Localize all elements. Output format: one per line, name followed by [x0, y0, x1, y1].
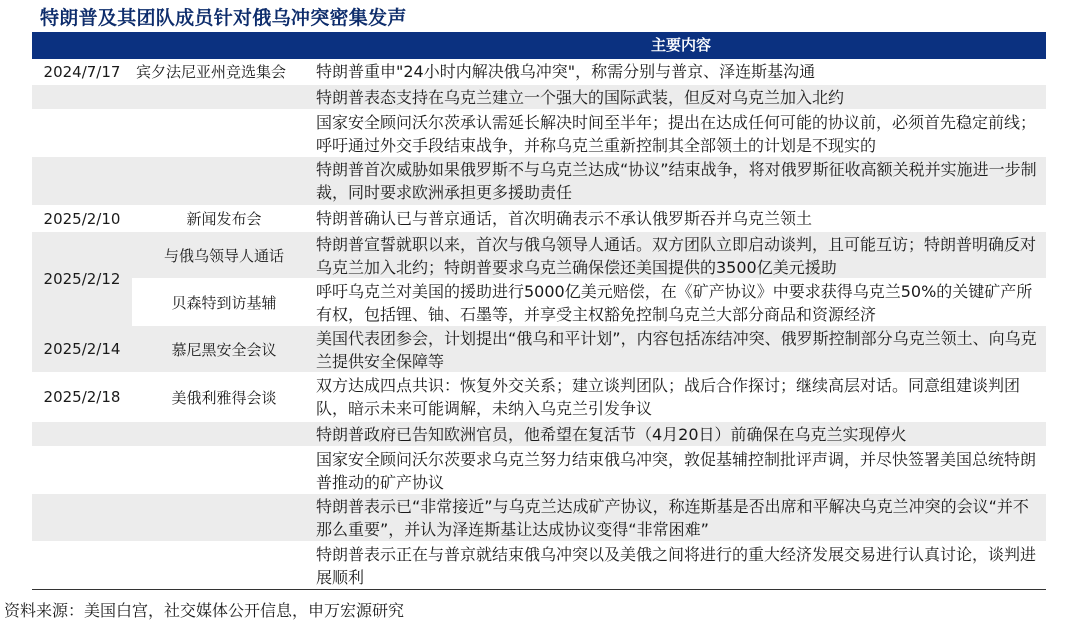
row-content: 特朗普宣誓就职以来，首次与俄乌领导人通话。双方团队立即启动谈判，且可能互访；特朗普明确反对乌克兰加入北约；特朗普要求乌克兰确保偿还美国提供的3500亿美元援助	[316, 235, 1037, 277]
row-date	[32, 422, 132, 446]
row-date	[32, 447, 132, 493]
row-event	[132, 422, 316, 446]
row-date	[32, 110, 132, 156]
row-date: 2025/2/14	[43, 340, 121, 358]
row-content: 特朗普政府已告知欧洲官员，他希望在复活节（4月20日）前确保在乌克兰实现停火	[316, 425, 907, 444]
row-content: 特朗普表示正在与普京就结束俄乌冲突以及美俄之间将进行的重大经济发展交易进行认真讨论，谈判进展顺利	[316, 545, 1037, 587]
row-event	[132, 85, 316, 109]
row-content: 特朗普确认已与普京通话，首次明确表示不承认俄罗斯吞并乌克兰领土	[316, 209, 813, 228]
row-event	[132, 494, 316, 541]
row-date	[32, 85, 132, 109]
header-content-label: 主要内容	[650, 36, 711, 54]
row-content: 特朗普表态支持在乌克兰建立一个强大的国际武装，但反对乌克兰加入北约	[316, 88, 845, 107]
row-content: 呼吁乌克兰对美国的援助进行5000亿美元赔偿，在《矿产协议》中要求获得乌克兰50%的关键矿产所有权，包括锂、铀、石墨等，并享受主权豁免控制乌克兰大部分商品和资源经济	[316, 282, 1033, 324]
table-row	[132, 279, 1046, 327]
row-content: 双方达成四点共识：恢复外交关系；建立谈判团队；战后合作探讨；继续高层对话。同意组建谈判团队，暗示未来可能调解，未纳入乌克兰引发争议	[316, 376, 1021, 418]
table-row	[32, 326, 1046, 373]
row-event: 美俄利雅得会谈	[171, 388, 277, 407]
table-row	[32, 542, 1046, 588]
group-2025-2-12	[32, 232, 1046, 326]
table-header	[32, 32, 1046, 59]
row-content: 特朗普表示已“非常接近”与乌克兰达成矿产协议，称连斯基是否出席和平解决乌克兰冲突的会议“并不那么重要”，并认为泽连斯基让达成协议变得“非常困难”	[316, 497, 1029, 539]
row-date: 2025/2/18	[43, 388, 121, 406]
row-event	[132, 542, 316, 588]
row-event: 与俄乌领导人通话	[163, 246, 284, 265]
events-table	[32, 32, 1046, 588]
row-event	[132, 447, 316, 493]
row-content: 特朗普重申"24小时内解决俄乌冲突"，称需分别与普京、泽连斯基沟通	[316, 62, 816, 81]
row-content: 国家安全顾问沃尔茨承认需延长解决时间至半年；提出在达成任何可能的协议前，必须首先稳定前线；呼吁通过外交手段结束战争，并称乌克兰重新控制其全部领土的计划是不现实的	[316, 113, 1037, 155]
source-note: 资料来源：美国白宫，社交媒体公开信息，申万宏源研究	[4, 601, 405, 620]
row-event: 贝森特到访基辅	[171, 294, 277, 312]
row-content: 美国代表团参会，计划提出“俄乌和平计划”，内容包括冻结冲突、俄罗斯控制部分乌克兰领土、向乌克兰提供安全保障等	[316, 329, 1037, 371]
row-content: 特朗普首次威胁如果俄罗斯不与乌克兰达成“协议”结束战争，将对俄罗斯征收高额关税并实施进一步制裁，同时要求欧洲承担更多援助责任	[316, 160, 1037, 202]
row-event: 宾夕法尼亚州竞选集会	[136, 63, 287, 81]
row-date: 2025/2/12	[32, 232, 132, 326]
row-date: 2025/2/10	[43, 209, 121, 228]
table-row	[32, 110, 1046, 157]
row-event	[132, 157, 316, 205]
table-row	[32, 373, 1046, 422]
row-date	[32, 542, 132, 588]
table-row	[32, 447, 1046, 494]
table-row	[132, 232, 1046, 279]
table-row	[32, 422, 1046, 447]
row-content: 国家安全顾问沃尔茨要求乌克兰努力结束俄乌冲突，敦促基辅控制批评声调，并尽快签署美国总统特朗普推动的矿产协议	[316, 450, 1037, 492]
table-row	[32, 157, 1046, 206]
table-row	[32, 494, 1046, 542]
table-row	[32, 85, 1046, 110]
page-title: 特朗普及其团队成员针对俄乌冲突密集发声	[40, 7, 407, 29]
row-event: 新闻发布会	[186, 210, 262, 228]
table-row	[32, 206, 1046, 232]
row-date: 2024/7/17	[43, 62, 121, 81]
row-date	[32, 157, 132, 205]
title-bar	[32, 0, 1046, 32]
row-date	[32, 494, 132, 541]
row-event: 慕尼黑安全会议	[171, 340, 277, 359]
table-row	[32, 59, 1046, 85]
row-event	[132, 110, 316, 156]
table-bottom-rule	[32, 589, 1046, 590]
